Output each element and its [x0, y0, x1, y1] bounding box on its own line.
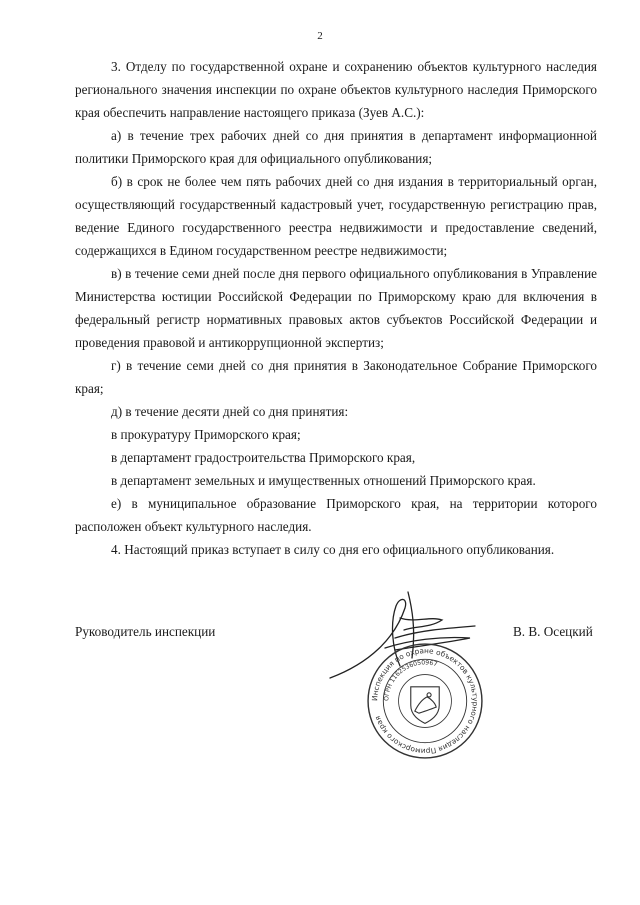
- paragraph-3: 3. Отделу по государственной охране и сохранению объектов культурного наследия регионального значения инспекции по охране объектов культурного наследия Приморского края обеспечить направление настоящего приказа (Зуев А.С.):: [75, 59, 597, 120]
- coat-of-arms-icon: [411, 687, 439, 724]
- paragraph-3d-item-3: в департамент земельных и имущественных отношений Приморского края.: [111, 473, 536, 488]
- paragraph-3d: д) в течение десяти дней со дня принятия:: [111, 404, 349, 419]
- paragraph-3a: а) в течение трех рабочих дней со дня принятия в департамент информационной политики Приморского края для официального опубликования;: [75, 128, 597, 166]
- document-body: [75, 55, 597, 561]
- paragraph-4: 4. Настоящий приказ вступает в силу со дня его официального опубликования.: [111, 542, 555, 557]
- paragraph-3g: г) в течение семи дней со дня принятия в Законодательное Собрание Приморского края;: [75, 358, 597, 396]
- paragraph-3v: в) в течение семи дней после дня первого официального опубликования в Управление Министерства юстиции Российской Федерации по Приморскому краю для включения в федеральный регистр нормативных правовых актов субъектов Российской Федерации и проведения правовой и антикоррупционной экспертиз;: [75, 266, 597, 350]
- paragraph-3d-item-1: в прокуратуру Приморского края;: [111, 427, 301, 442]
- seal-ogrn: ОГРН 1162536050967: [383, 659, 439, 702]
- paragraph-3b: б) в срок не более чем пять рабочих дней со дня издания в территориальный орган, осуществляющий государственный кадастровый учет, государственную регистрацию прав, ведение Единого государственного реестра недвижимости и предоставление сведений, содержащихся в Едином государственном реестре недвижимости;: [75, 174, 597, 258]
- signatory-name: В. В. Осецкий: [513, 624, 593, 639]
- paragraph-3d-item-2: в департамент градостроительства Приморского края,: [111, 450, 416, 465]
- signatory-position: Руководитель инспекции: [75, 624, 216, 639]
- paragraph-3e: е) в муниципальное образование Приморского края, на территории которого расположен объект культурного наследия.: [75, 496, 597, 534]
- seal-stamp: [364, 640, 486, 762]
- page-number: 2: [317, 30, 323, 42]
- seal-ring-text: Инспекция по охране объектов культурного наследия Приморского края: [370, 646, 480, 756]
